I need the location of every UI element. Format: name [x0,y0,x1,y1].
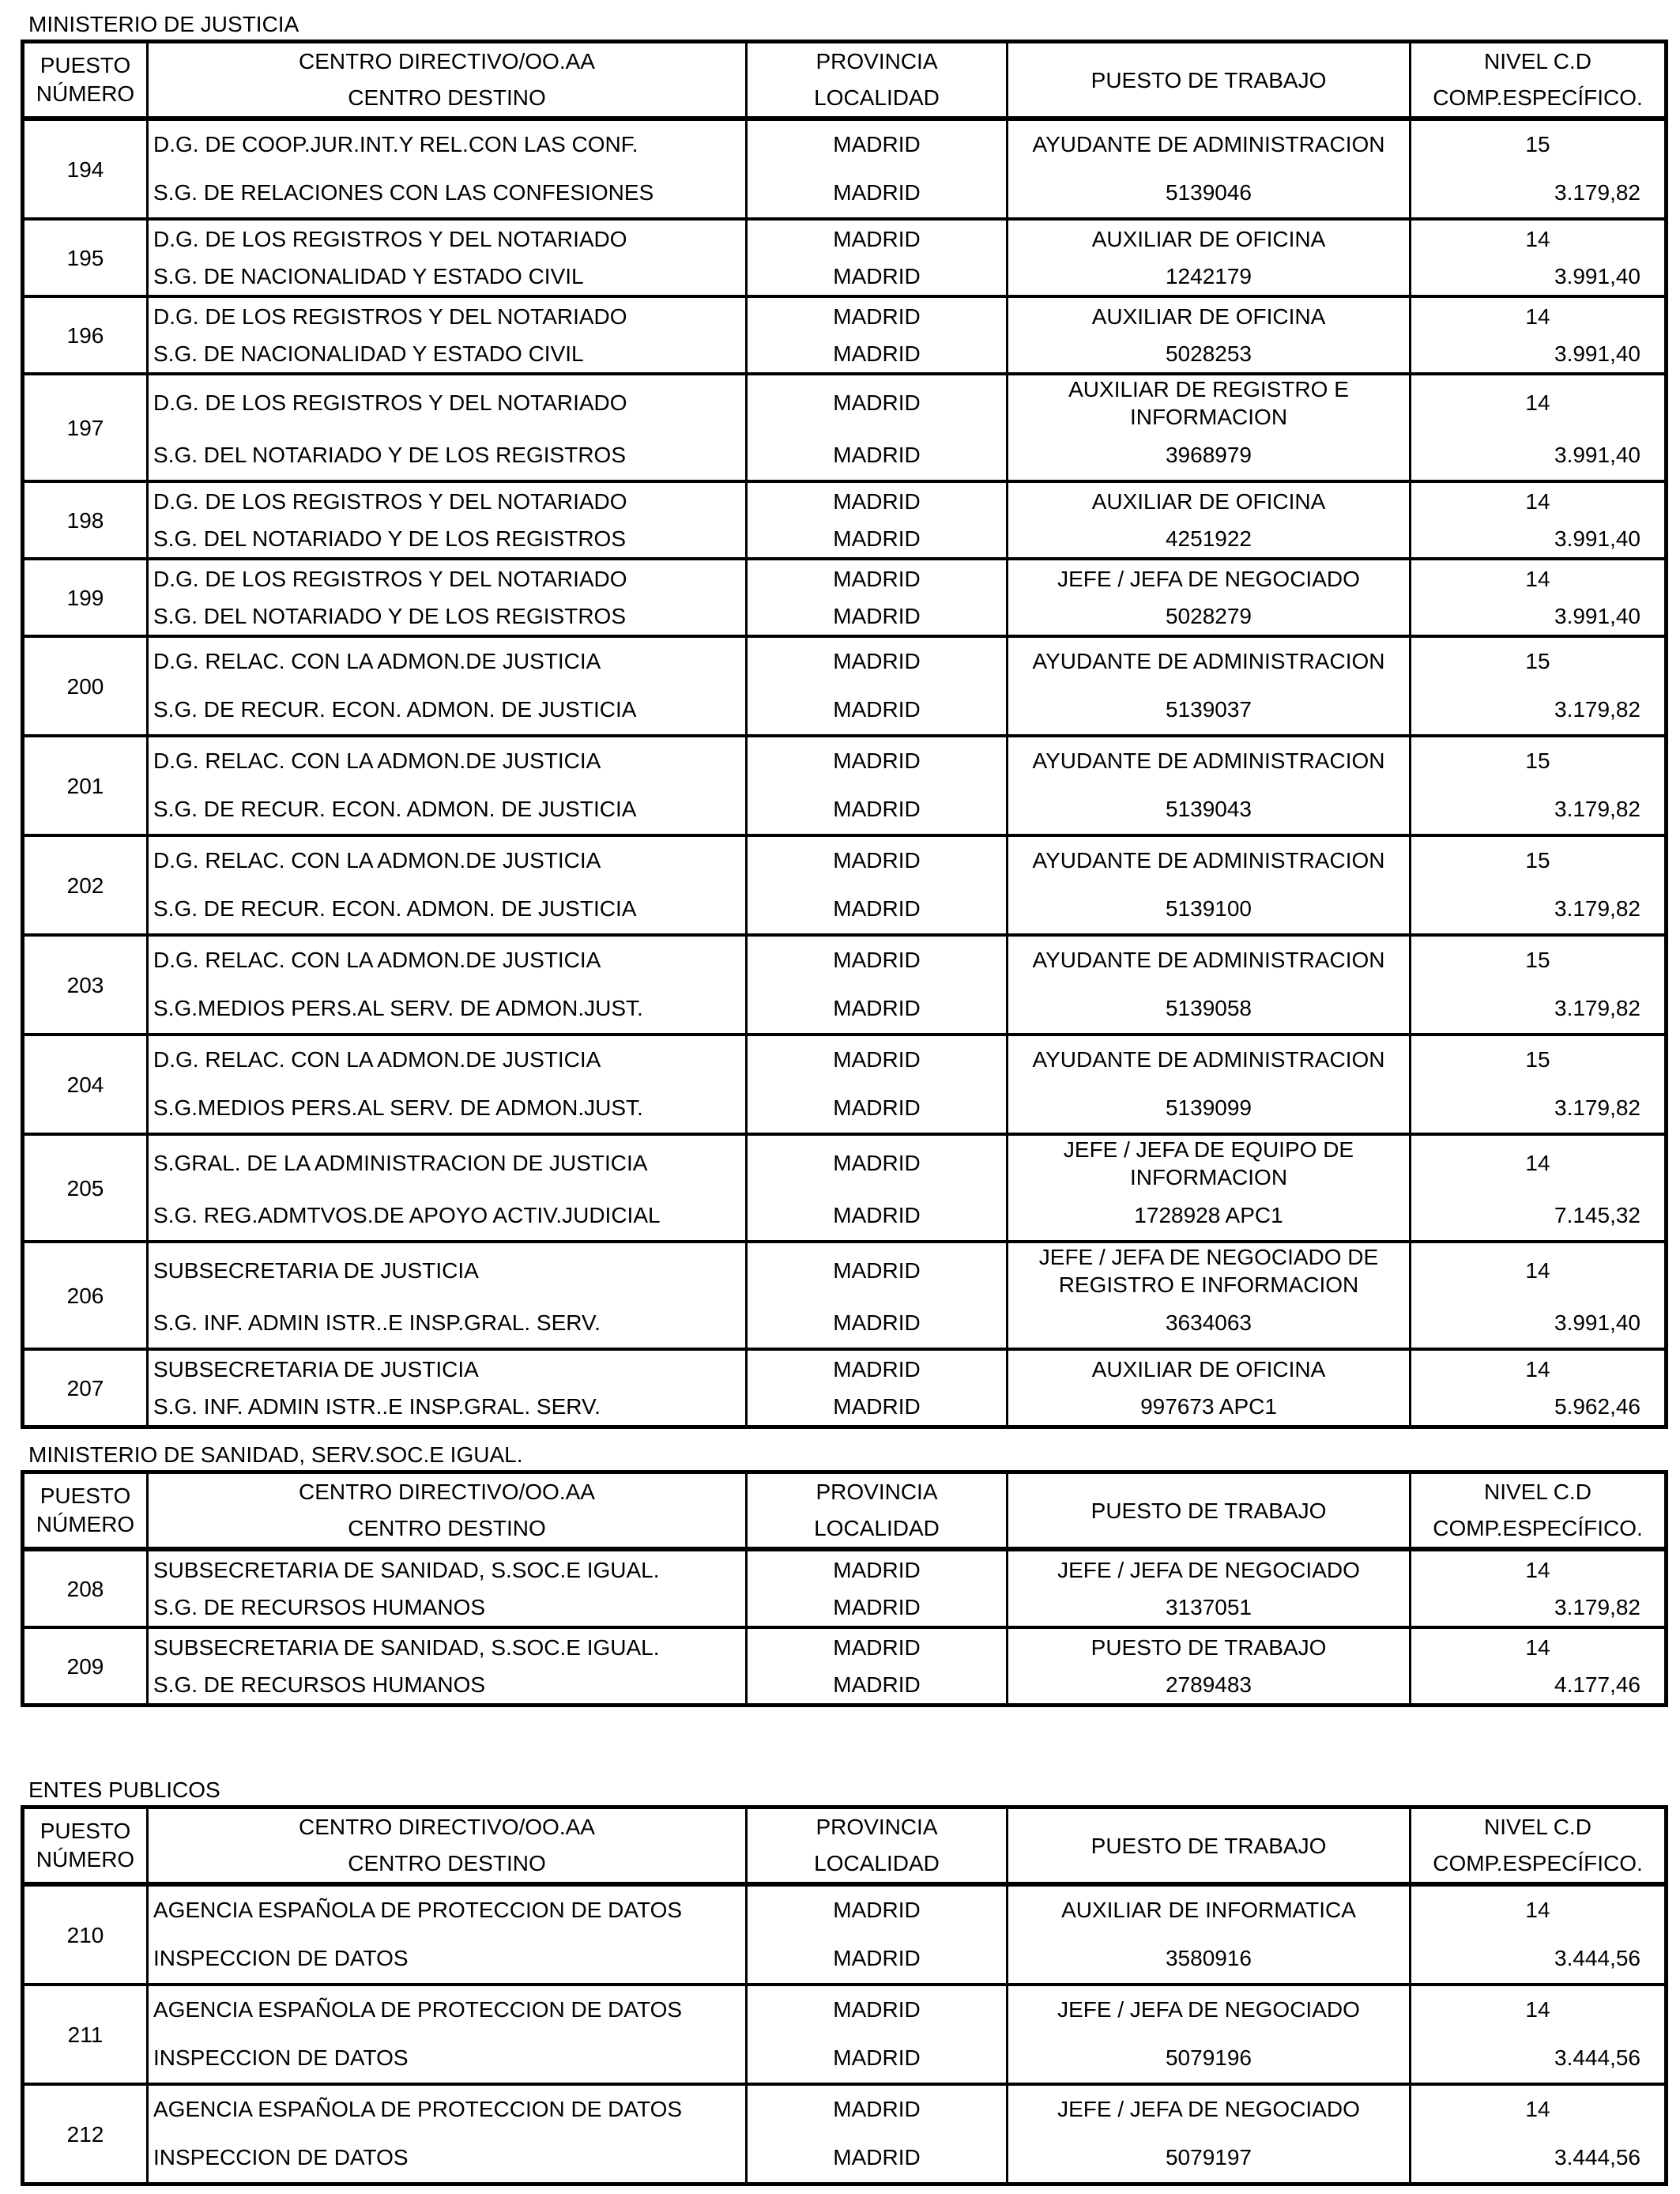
header-comp-especifico: COMP.ESPECÍFICO. [1411,80,1667,119]
header-row [23,42,1667,81]
puesto-trabajo: JEFE / JEFA DE NEGOCIADO [1008,1549,1411,1589]
centro-directivo: D.G. RELAC. CON LA ADMON.DE JUSTICIA [148,935,747,984]
puesto-numero: 198 [23,481,148,559]
positions-table [21,1470,1668,1707]
comp-especifico: 3.991,40 [1411,1299,1667,1349]
centro-destino: S.G. DE RECURSOS HUMANOS [148,1666,747,1706]
header-puesto [23,42,148,119]
table-row [23,168,1667,219]
table-row [23,1035,1667,1084]
localidad: MADRID [747,1299,1008,1349]
comp-especifico: 3.444,56 [1411,1934,1667,1985]
centro-directivo: AGENCIA ESPAÑOLA DE PROTECCION DE DATOS [148,1985,747,2034]
puesto-numero: 207 [23,1349,148,1427]
centro-destino: INSPECCION DE DATOS [148,2133,747,2185]
puesto-numero: 201 [23,736,148,835]
table-row [23,935,1667,984]
table-row [23,1627,1667,1666]
table-row [23,1242,1667,1299]
centro-directivo: D.G. DE LOS REGISTROS Y DEL NOTARIADO [148,374,747,431]
codigo-puesto: 5079197 [1008,2133,1411,2185]
centro-destino: S.G.MEDIOS PERS.AL SERV. DE ADMON.JUST. [148,984,747,1035]
puesto-trabajo: AUXILIAR DE OFICINA [1008,481,1411,520]
puesto-numero: 194 [23,119,148,219]
table-row [23,1191,1667,1242]
comp-especifico: 3.179,82 [1411,1084,1667,1134]
centro-destino: S.G.MEDIOS PERS.AL SERV. DE ADMON.JUST. [148,1084,747,1134]
table-row [23,1349,1667,1388]
puesto-trabajo: JEFE / JEFA DE NEGOCIADO [1008,2084,1411,2133]
localidad: MADRID [747,685,1008,736]
header-puesto-trabajo: PUESTO DE TRABAJO [1008,1808,1411,1885]
centro-destino: S.G. DE NACIONALIDAD Y ESTADO CIVIL [148,258,747,296]
table-row [23,1934,1667,1985]
table-row [23,335,1667,374]
table-row [23,258,1667,296]
nivel-cd: 15 [1411,119,1667,168]
centro-destino: S.G. DEL NOTARIADO Y DE LOS REGISTROS [148,598,747,636]
header-localidad: LOCALIDAD [747,80,1008,119]
codigo-puesto: 5139058 [1008,984,1411,1035]
centro-directivo: D.G. RELAC. CON LA ADMON.DE JUSTICIA [148,636,747,685]
puesto-trabajo: AUXILIAR DE OFICINA [1008,219,1411,258]
centro-destino: S.G. DE RECURSOS HUMANOS [148,1589,747,1627]
centro-directivo: AGENCIA ESPAÑOLA DE PROTECCION DE DATOS [148,1884,747,1934]
provincia: MADRID [747,119,1008,168]
nivel-cd: 14 [1411,219,1667,258]
codigo-puesto: 5139099 [1008,1084,1411,1134]
puesto-trabajo: AUXILIAR DE REGISTRO E INFORMACION [1008,374,1411,431]
provincia: MADRID [747,1242,1008,1299]
localidad: MADRID [747,2133,1008,2185]
localidad: MADRID [747,1084,1008,1134]
header-puesto [23,1472,148,1550]
puesto-numero: 209 [23,1627,148,1706]
puesto-trabajo: AYUDANTE DE ADMINISTRACION [1008,736,1411,785]
provincia: MADRID [747,374,1008,431]
header-provincia: PROVINCIA [747,1472,1008,1511]
comp-especifico: 3.444,56 [1411,2034,1667,2084]
puesto-trabajo: AYUDANTE DE ADMINISTRACION [1008,835,1411,884]
provincia: MADRID [747,636,1008,685]
table-row [23,1985,1667,2034]
provincia: MADRID [747,1134,1008,1191]
comp-especifico: 5.962,46 [1411,1388,1667,1427]
table-row [23,2084,1667,2133]
section-title: MINISTERIO DE JUSTICIA [28,12,299,36]
table-row [23,884,1667,935]
nivel-cd: 15 [1411,636,1667,685]
nivel-cd: 14 [1411,481,1667,520]
localidad: MADRID [747,335,1008,374]
puesto-numero: 208 [23,1549,148,1627]
nivel-cd: 14 [1411,1549,1667,1589]
provincia: MADRID [747,935,1008,984]
comp-especifico: 3.991,40 [1411,598,1667,636]
codigo-puesto: 3968979 [1008,431,1411,481]
centro-destino: S.G. DEL NOTARIADO Y DE LOS REGISTROS [148,520,747,559]
header-puesto [23,1808,148,1885]
header-provincia: PROVINCIA [747,1808,1008,1846]
localidad: MADRID [747,884,1008,935]
codigo-puesto: 2789483 [1008,1666,1411,1706]
header-centro-destino: CENTRO DESTINO [148,1510,747,1549]
nivel-cd: 14 [1411,296,1667,335]
puesto-trabajo: AYUDANTE DE ADMINISTRACION [1008,935,1411,984]
table-row [23,1549,1667,1589]
localidad: MADRID [747,598,1008,636]
puesto-trabajo: JEFE / JEFA DE NEGOCIADO [1008,559,1411,598]
section-entes-publicos [21,1775,1664,2186]
puesto-numero: 205 [23,1134,148,1242]
centro-destino: S.G. INF. ADMIN ISTR..E INSP.GRAL. SERV. [148,1299,747,1349]
puesto-numero: 197 [23,374,148,481]
header-puesto-2: NÚMERO [36,1512,135,1536]
comp-especifico: 3.991,40 [1411,335,1667,374]
comp-especifico: 3.991,40 [1411,431,1667,481]
table-row [23,685,1667,736]
nivel-cd: 14 [1411,559,1667,598]
provincia: MADRID [747,1627,1008,1666]
comp-especifico: 3.179,82 [1411,984,1667,1035]
provincia: MADRID [747,1349,1008,1388]
provincia: MADRID [747,835,1008,884]
provincia: MADRID [747,2084,1008,2133]
puesto-trabajo: AYUDANTE DE ADMINISTRACION [1008,636,1411,685]
comp-especifico: 3.991,40 [1411,520,1667,559]
codigo-puesto: 5079196 [1008,2034,1411,2084]
comp-especifico: 3.179,82 [1411,884,1667,935]
comp-especifico: 3.179,82 [1411,1589,1667,1627]
localidad: MADRID [747,258,1008,296]
nivel-cd: 14 [1411,2084,1667,2133]
puesto-trabajo: AUXILIAR DE INFORMATICA [1008,1884,1411,1934]
header-nivel: NIVEL C.D [1411,1472,1667,1511]
table-row [23,785,1667,835]
table-row [23,1666,1667,1706]
positions-table [21,1805,1668,2186]
header-centro-directivo: CENTRO DIRECTIVO/OO.AA [148,1808,747,1846]
header-centro-destino: CENTRO DESTINO [148,80,747,119]
codigo-puesto: 5139100 [1008,884,1411,935]
table-row [23,1388,1667,1427]
table-row [23,1884,1667,1934]
nivel-cd: 14 [1411,1134,1667,1191]
table-row [23,559,1667,598]
provincia: MADRID [747,1035,1008,1084]
codigo-puesto: 5028253 [1008,335,1411,374]
header-puesto-2: NÚMERO [36,1847,135,1872]
centro-destino: S.G. INF. ADMIN ISTR..E INSP.GRAL. SERV. [148,1388,747,1427]
centro-directivo: SUBSECRETARIA DE JUSTICIA [148,1349,747,1388]
centro-directivo: SUBSECRETARIA DE JUSTICIA [148,1242,747,1299]
puesto-numero: 200 [23,636,148,736]
positions-table [21,40,1668,1429]
localidad: MADRID [747,168,1008,219]
header-provincia: PROVINCIA [747,42,1008,81]
table-row [23,2034,1667,2084]
header-row [23,80,1667,119]
puesto-numero: 211 [23,1985,148,2084]
comp-especifico: 4.177,46 [1411,1666,1667,1706]
provincia: MADRID [747,296,1008,335]
header-row [23,1472,1667,1511]
puesto-numero: 195 [23,219,148,296]
centro-destino: S.G. DE RECUR. ECON. ADMON. DE JUSTICIA [148,884,747,935]
table-row [23,1589,1667,1627]
codigo-puesto: 1728928 APC1 [1008,1191,1411,1242]
header-puesto-trabajo: PUESTO DE TRABAJO [1008,1472,1411,1550]
nivel-cd: 14 [1411,1627,1667,1666]
puesto-numero: 199 [23,559,148,636]
nivel-cd: 15 [1411,835,1667,884]
centro-directivo: D.G. DE COOP.JUR.INT.Y REL.CON LAS CONF. [148,119,747,168]
centro-destino: S.G. DE RECUR. ECON. ADMON. DE JUSTICIA [148,785,747,835]
header-localidad: LOCALIDAD [747,1510,1008,1549]
puesto-trabajo: JEFE / JEFA DE EQUIPO DE INFORMACION [1008,1134,1411,1191]
table-row [23,2133,1667,2185]
codigo-puesto: 4251922 [1008,520,1411,559]
centro-destino: S.G. DEL NOTARIADO Y DE LOS REGISTROS [148,431,747,481]
header-row [23,1808,1667,1846]
localidad: MADRID [747,1589,1008,1627]
nivel-cd: 14 [1411,1985,1667,2034]
header-puesto-1: PUESTO [40,1483,131,1508]
localidad: MADRID [747,1666,1008,1706]
codigo-puesto: 1242179 [1008,258,1411,296]
header-puesto-1: PUESTO [40,53,131,77]
centro-directivo: SUBSECRETARIA DE SANIDAD, S.SOC.E IGUAL. [148,1627,747,1666]
header-centro-destino: CENTRO DESTINO [148,1845,747,1884]
centro-destino: INSPECCION DE DATOS [148,1934,747,1985]
centro-directivo: S.GRAL. DE LA ADMINISTRACION DE JUSTICIA [148,1134,747,1191]
centro-destino: INSPECCION DE DATOS [148,2034,747,2084]
provincia: MADRID [747,219,1008,258]
header-row [23,1845,1667,1884]
header-nivel: NIVEL C.D [1411,1808,1667,1846]
comp-especifico: 7.145,32 [1411,1191,1667,1242]
centro-destino: S.G. DE RELACIONES CON LAS CONFESIONES [148,168,747,219]
provincia: MADRID [747,736,1008,785]
section-justicia [21,9,1664,1429]
provincia: MADRID [747,559,1008,598]
header-comp-especifico: COMP.ESPECÍFICO. [1411,1510,1667,1549]
table-row [23,598,1667,636]
puesto-numero: 212 [23,2084,148,2185]
table-row [23,835,1667,884]
centro-directivo: AGENCIA ESPAÑOLA DE PROTECCION DE DATOS [148,2084,747,2133]
table-row [23,736,1667,785]
table-row [23,520,1667,559]
comp-especifico: 3.179,82 [1411,168,1667,219]
header-row [23,1510,1667,1549]
centro-directivo: D.G. DE LOS REGISTROS Y DEL NOTARIADO [148,219,747,258]
table-row [23,636,1667,685]
localidad: MADRID [747,785,1008,835]
nivel-cd: 14 [1411,1242,1667,1299]
puesto-numero: 203 [23,935,148,1035]
puesto-trabajo: JEFE / JEFA DE NEGOCIADO DE REGISTRO E INFORMACION [1008,1242,1411,1299]
provincia: MADRID [747,1549,1008,1589]
table-row [23,1299,1667,1349]
header-puesto-2: NÚMERO [36,81,135,106]
codigo-puesto: 5139043 [1008,785,1411,835]
codigo-puesto: 3634063 [1008,1299,1411,1349]
table-row [23,481,1667,520]
provincia: MADRID [747,1884,1008,1934]
comp-especifico: 3.179,82 [1411,685,1667,736]
section-sanidad [21,1440,1664,1707]
centro-directivo: D.G. RELAC. CON LA ADMON.DE JUSTICIA [148,835,747,884]
nivel-cd: 15 [1411,736,1667,785]
provincia: MADRID [747,1985,1008,2034]
comp-especifico: 3.179,82 [1411,785,1667,835]
centro-directivo: SUBSECRETARIA DE SANIDAD, S.SOC.E IGUAL. [148,1549,747,1589]
centro-destino: S.G. DE NACIONALIDAD Y ESTADO CIVIL [148,335,747,374]
section-title: MINISTERIO DE SANIDAD, SERV.SOC.E IGUAL. [28,1442,523,1467]
localidad: MADRID [747,1388,1008,1427]
localidad: MADRID [747,2034,1008,2084]
puesto-trabajo: AUXILIAR DE OFICINA [1008,296,1411,335]
codigo-puesto: 3580916 [1008,1934,1411,1985]
centro-directivo: D.G. DE LOS REGISTROS Y DEL NOTARIADO [148,559,747,598]
codigo-puesto: 3137051 [1008,1589,1411,1627]
nivel-cd: 14 [1411,1349,1667,1388]
centro-directivo: D.G. RELAC. CON LA ADMON.DE JUSTICIA [148,1035,747,1084]
codigo-puesto: 5139037 [1008,685,1411,736]
header-localidad: LOCALIDAD [747,1845,1008,1884]
nivel-cd: 15 [1411,1035,1667,1084]
localidad: MADRID [747,520,1008,559]
localidad: MADRID [747,1934,1008,1985]
localidad: MADRID [747,984,1008,1035]
header-centro-directivo: CENTRO DIRECTIVO/OO.AA [148,1472,747,1511]
localidad: MADRID [747,431,1008,481]
centro-directivo: D.G. DE LOS REGISTROS Y DEL NOTARIADO [148,481,747,520]
header-comp-especifico: COMP.ESPECÍFICO. [1411,1845,1667,1884]
codigo-puesto: 5139046 [1008,168,1411,219]
nivel-cd: 14 [1411,374,1667,431]
provincia: MADRID [747,481,1008,520]
header-centro-directivo: CENTRO DIRECTIVO/OO.AA [148,42,747,81]
puesto-numero: 204 [23,1035,148,1134]
comp-especifico: 3.991,40 [1411,258,1667,296]
puesto-numero: 202 [23,835,148,935]
centro-directivo: D.G. DE LOS REGISTROS Y DEL NOTARIADO [148,296,747,335]
puesto-trabajo: AYUDANTE DE ADMINISTRACION [1008,119,1411,168]
puesto-numero: 206 [23,1242,148,1349]
codigo-puesto: 5028279 [1008,598,1411,636]
table-row [23,1084,1667,1134]
puesto-trabajo: AUXILIAR DE OFICINA [1008,1349,1411,1388]
puesto-trabajo: PUESTO DE TRABAJO [1008,1627,1411,1666]
table-row [23,984,1667,1035]
table-row [23,296,1667,335]
puesto-numero: 210 [23,1884,148,1985]
nivel-cd: 15 [1411,935,1667,984]
centro-destino: S.G. REG.ADMTVOS.DE APOYO ACTIV.JUDICIAL [148,1191,747,1242]
centro-destino: S.G. DE RECUR. ECON. ADMON. DE JUSTICIA [148,685,747,736]
puesto-trabajo: JEFE / JEFA DE NEGOCIADO [1008,1985,1411,2034]
table-row [23,1134,1667,1191]
codigo-puesto: 997673 APC1 [1008,1388,1411,1427]
centro-directivo: D.G. RELAC. CON LA ADMON.DE JUSTICIA [148,736,747,785]
header-puesto-1: PUESTO [40,1819,131,1843]
nivel-cd: 14 [1411,1884,1667,1934]
comp-especifico: 3.444,56 [1411,2133,1667,2185]
header-nivel: NIVEL C.D [1411,42,1667,81]
puesto-trabajo: AYUDANTE DE ADMINISTRACION [1008,1035,1411,1084]
section-title: ENTES PUBLICOS [28,1777,220,1802]
localidad: MADRID [747,1191,1008,1242]
puesto-numero: 196 [23,296,148,374]
table-row [23,374,1667,431]
header-puesto-trabajo: PUESTO DE TRABAJO [1008,42,1411,119]
table-row [23,119,1667,168]
table-row [23,219,1667,258]
table-row [23,431,1667,481]
